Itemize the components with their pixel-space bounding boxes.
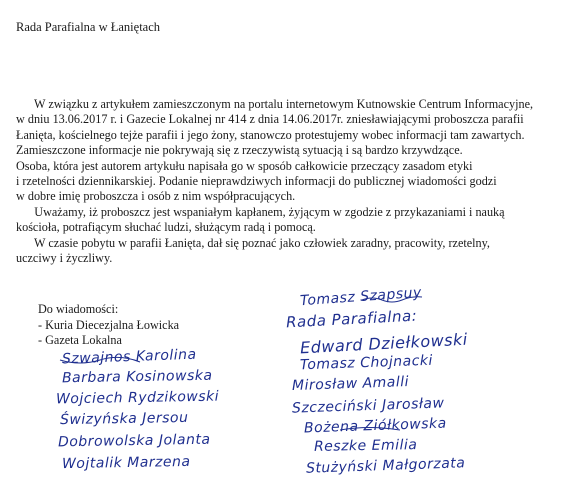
body-line: W związku z artykułem zamieszczonym na portalu internetowym Kutnowskie Centrum Informacyjne, bbox=[16, 97, 534, 111]
body-line: Zamieszczone informacje nie pokrywają się z rzeczywistą sytuacją i są bardzo krzywdzące. bbox=[16, 143, 463, 158]
letter-heading: Rada Parafialna w Łaniętach bbox=[16, 20, 161, 34]
body-line: w dniu 13.06.2017 r. i Gazecie Lokalnej nr 414 z dnia 14.06.2017r. zniesławiającymi proboszcza parafii bbox=[16, 112, 524, 127]
cc-item: - Kuria Diecezjalna Łowicka bbox=[38, 317, 180, 332]
cc-title: Do wiadomości: bbox=[38, 302, 119, 316]
signature-right: Bożena Ziółkowska bbox=[303, 415, 447, 437]
signature-left: Wojciech Rydzikowski bbox=[55, 388, 220, 408]
body-line: W czasie pobytu w parafii Łanięta, dał się poznać jako człowiek zaradny, pracowity, rzetelny, bbox=[16, 235, 490, 250]
signature-right: Rada Parafialna: bbox=[285, 306, 418, 332]
signature-right: Reszke Emilia bbox=[313, 437, 418, 455]
signature-left: Wojtalik Marzena bbox=[61, 453, 191, 473]
signature-right: Stużyński Małgorzata bbox=[305, 455, 466, 477]
body-line: Osoba, która jest autorem artykułu napisała go w sposób całkowicie przeczący zasadom etyki bbox=[16, 158, 473, 173]
signature-left: Szwajnos Karolina bbox=[61, 346, 197, 368]
body-line: w dobre imię proboszcza i osób z nim współpracujących. bbox=[16, 189, 296, 204]
body-line: i rzetelności dziennikarskiej. Podanie nieprawdziwych informacji do publicznej wiadomości godzi bbox=[16, 174, 497, 189]
signature-right: Tomasz Szapsuy bbox=[299, 284, 423, 310]
signature-left: Dobrowolska Jolanta bbox=[57, 431, 211, 451]
signature-right: Edward Dziełkowski bbox=[299, 329, 469, 358]
signature-left: Świzyńska Jersou bbox=[59, 409, 189, 429]
cc-item: - Gazeta Lokalna bbox=[38, 333, 122, 347]
signature-right: Tomasz Chojnacki bbox=[299, 352, 434, 374]
signature-right: Szczeciński Jarosław bbox=[291, 395, 445, 417]
body-line: uczciwy i życzliwy. bbox=[16, 251, 113, 266]
signature-left: Barbara Kosinowska bbox=[61, 367, 213, 387]
body-line: Uważamy, iż proboszcz jest wspaniałym kapłanem, żyjącym w zgodzie z przykazaniami i nauką bbox=[16, 204, 505, 219]
signature-right: Mirosław Amalli bbox=[291, 373, 410, 395]
body-line: kościoła, potrafiącym słuchać ludzi, służącym radą i pomocą. bbox=[16, 220, 316, 235]
body-line: Łanięta, kościelnego tejże parafii i jego żony, stanowczo protestujemy wobec informacji tam zawartych. bbox=[16, 127, 525, 142]
